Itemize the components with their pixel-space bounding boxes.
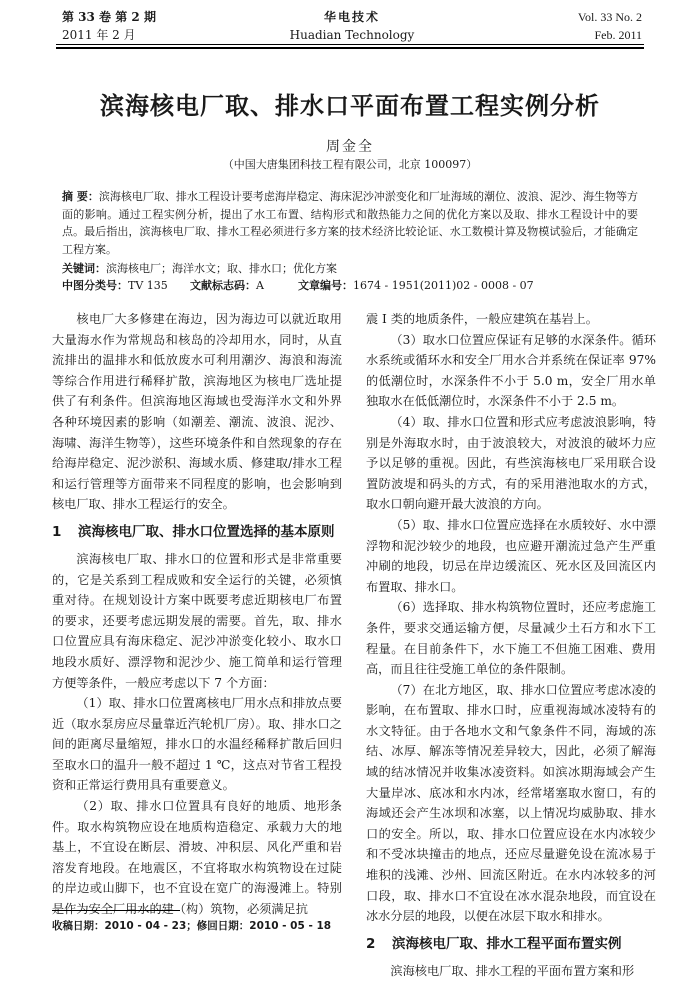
section-1-title: 滨海核电厂取、排水口位置选择的基本原则 [78,523,335,540]
keywords-label: 关键词： [62,262,106,275]
keywords [62,260,638,277]
journal-volume-en [578,8,642,44]
date-en: Feb. 2011 [594,28,642,42]
volume-number-en: Vol. 33 No. 2 [577,10,642,24]
section-2-heading [366,933,656,955]
principle-2: （2）取、排水口位置具有良好的地质、地形条件。取水构筑物应设在地质构造稳定、承载力大的地基上，不宜设在断层、滑坡、冲积层、风化严重和岩溶发育地段。在地震区，不宜将取水构筑物设在过陡的岸边或山脚下，也不宜设在宽广的海漫滩上。特别是作为安全厂用水的建（构）筑物，必须满足抗 [52,799,342,917]
section-2-paragraph: 滨海核电厂取、排水工程的平面布置方案和形 [390,963,635,978]
principle-3: （3）取水口位置应保证有足够的水深条件。循环水系统或循环水和安全厂用水合并系统在保证率 97% 的低潮位时，水深条件不小于 5.0 m，安全厂用水单独取水在低低潮位时，水深条件不小于 2.5 m。 [366,332,656,409]
principle-7: （7）在北方地区，取、排水口位置应考虑冰凌的影响，在布置取、排水口时，应重视海域冰凌特有的水文特征。由于各地水文和气象条件不同，海域的冻结、冰厚、解冻等情况差异较大，因此，必须了解海域的结冰情况并收集冰凌资料。如滨冰期海域会产生大量岸冰、底冰和水内冰，经常堵塞取水窗口，有的海域还会产生冰坝和冰塞，以上情况均威胁取、排水口的安全。所以，取、排水口位置应设在水内冰较少和不受冰块撞击的地点，还应尽量避免设在流冰易于堆积的浅滩、沙州、回流区附近。在水内冰较多的河口段，取、排水口不宜设在冰水混杂地段，而宜设在冰水分层的地段，以便在冰层下取水和排水。 [366,682,656,924]
issue-date: 2011 年 2 月 [62,28,136,42]
header-rule-thin [56,44,644,45]
clc-value: TV 135 [128,279,168,292]
principle-4: （4）取、排水口位置和形式应考虑波浪影响，特别是外海取水时，由于波浪较大，对波浪的破坏力应予以足够的重视。因此，有些滨海核电厂采用联合设置防波堤和码头的方式，有的采用港池取水的方式，取水口朝向避开最大波浪的方向。 [366,414,656,512]
page-header [62,8,642,46]
section-1-paragraph: 滨海核电厂取、排水口的位置和形式是非常重要的，它是关系到工程成败和安全运行的关键，必须慎重对待。在规划设计方案中既要考虑近期核电厂布置的要求，还要考虑远期发展的需要。首先，取、排水口位置应具有海床稳定、泥沙冲淤变化较小、取水口地段水质好、漂浮物和泥沙少、施工简单和运行管理方便等条件，一般应考虑以下 7 个方面： [52,551,342,690]
article-title: 滨海核电厂取、排水口平面布置工程实例分析 [100,92,600,120]
art-value: 1674 - 1951(2011)02 - 0008 - 07 [353,279,534,292]
clc-number [62,277,168,294]
section-1-number: 1 [52,523,62,540]
doc-label: 文献标志码： [190,279,256,292]
abstract-label: 摘 要： [62,190,99,203]
doc-code [190,277,264,294]
principle-5: （5）取、排水口位置应选择在水质较好、水中漂浮物和泥沙较少的地段，也应避开潮流过急产生严重冲刷的地段，切忌在岸边缓流区、死水区及回流区内布置取、排水口。 [366,517,656,594]
art-label: 文章编号： [298,279,353,292]
journal-name-cn: 华电技术 [323,10,380,24]
section-1-heading [52,521,342,543]
affiliation: （中国大唐集团科技工程有限公司，北京 100097） [222,158,478,171]
doc-value: A [256,279,264,292]
left-column [52,309,342,920]
principle-1: （1）取、排水口位置离核电厂用水点和排放点要近（取水泵房应尽量靠近汽轮机厂房）。取、排水口之间的距离尽量缩短，排水口的水温经稀释扩散后回归至取水口的温升一般不超过 1 ℃，这点对节省工程投资和正常运行费用具有重要意义。 [52,696,342,793]
article-number [298,277,534,294]
section-2-title: 滨海核电厂取、排水工程平面布置实例 [392,935,622,952]
journal-name [62,8,642,44]
header-rule-thick [56,47,644,49]
principle-2-continued: 震 Ⅰ 类的地质条件，一般应建筑在基岩上。 [366,312,598,326]
received-date-footnote: 收稿日期：2010 - 04 - 23；修回日期：2010 - 05 - 18 [52,920,332,932]
journal-name-en: Huadian Technology [289,28,415,42]
keywords-text: 滨海核电厂；海洋水文；取、排水口；优化方案 [106,262,337,275]
principle-6: （6）选择取、排水构筑物位置时，还应考虑施工条件，要求交通运输方便，尽量减少土石方和水下工程量。在目前条件下，水下施工不但施工困难、费用高，而且往往受施工单位的条件限制。 [366,600,656,677]
right-column [366,309,656,981]
volume-issue: 第 33 卷 第 2 期 [62,10,156,24]
section-2-number: 2 [366,935,376,952]
footnote-rule [52,910,180,911]
author: 周金全 [326,139,374,155]
abstract [62,188,638,258]
abstract-text: 滨海核电厂取、排水工程设计要考虑海岸稳定、海床泥沙冲淤变化和厂址海域的潮位、波浪、泥沙、海生物等方面的影响。通过工程实例分析，提出了水工布置、结构形式和散热能力之间的优化方案以及取、排水工程设计中的要点。最后指出，滨海核电厂取、排水工程必须进行多方案的技术经济比较论证、水工数模计算及物模试验后，才能确定工程方案。 [62,190,638,256]
clc-label: 中图分类号： [62,279,128,292]
intro-paragraph: 核电厂大多修建在海边，因为海边可以就近取用大量海水作为常规岛和核岛的冷却用水，同时，从直流排出的温排水和低放废水可利用潮汐、海浪和海流等综合作用进行稀释扩散，滨海地区为核电厂选址提供了有利条件。但滨海地区海域也受海洋水文和外界各种环境因素的影响（如潮差、潮流、波浪、泥沙、海啸、海洋生物等），这些环境条件和自然现象的存在给海岸稳定、泥沙淤积、海域水质、修建取/排水工程和运行管理等方面带来不同程度的影响，也会影响到核电厂取、排水工程运行的安全。 [52,312,342,512]
